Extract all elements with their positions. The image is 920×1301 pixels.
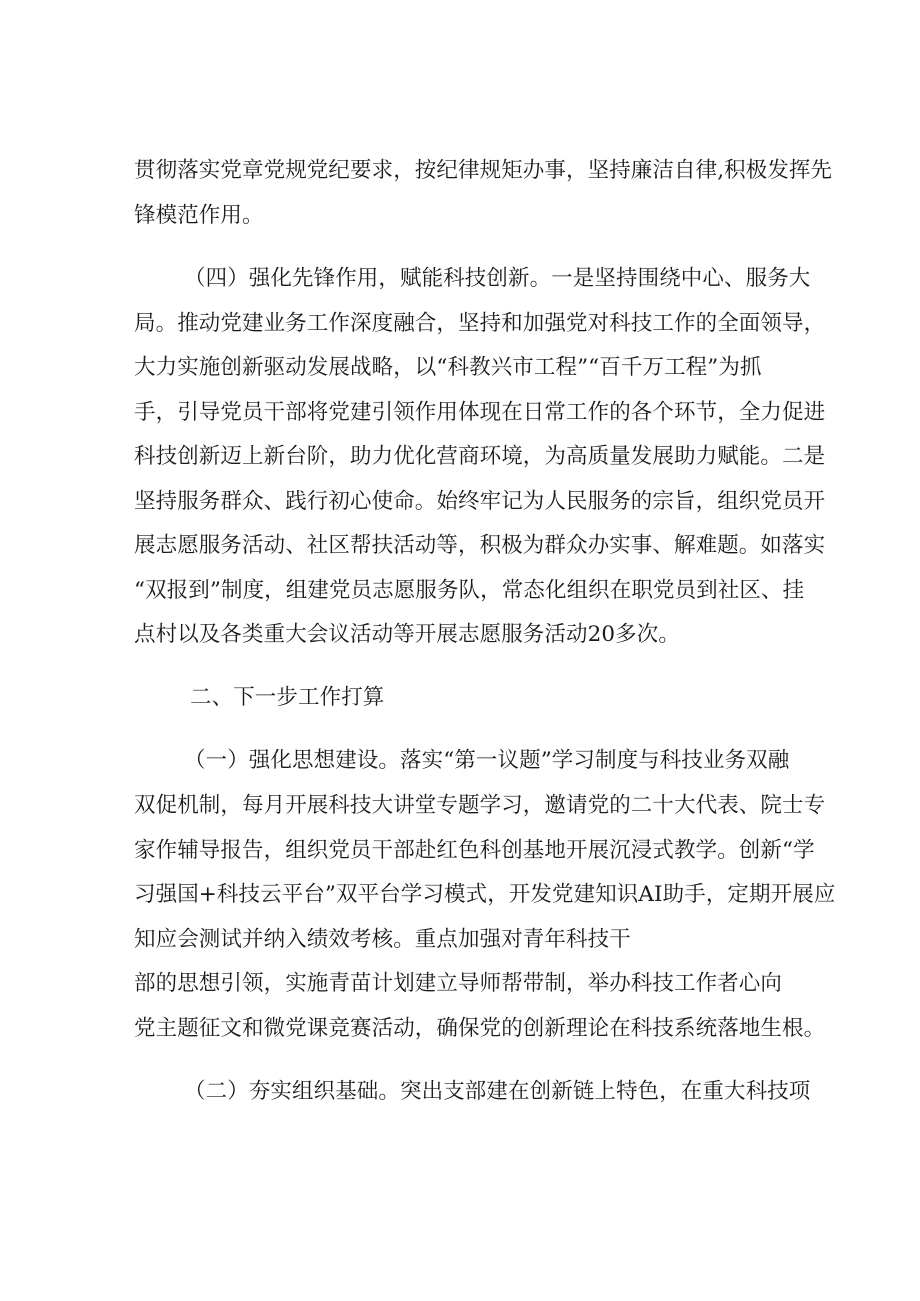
text-line-content: 党主题征文和微党课竞赛活动，确保党的创新理论在科技系统落地生根。 (134, 1016, 826, 1041)
text-line-content: 部的思想引领，实施青苗计划建立导师帮带制，举办科技工作者心向 (134, 971, 783, 996)
section-heading-line (0, 745, 920, 777)
text-line-content: （二）夯实组织基础。突出支部建在创新链上特色，在重大科技项 (184, 1079, 811, 1104)
text-line-content: 知应会测试并纳入绩效考核。重点加强对青年科技干 (134, 927, 631, 952)
text-line (0, 879, 920, 911)
text-line (0, 619, 920, 651)
text-line (0, 968, 920, 1000)
text-line-content: 锋模范作用。 (134, 203, 264, 228)
text-line-content: 贯彻落实党章党规党纪要求，按纪律规矩办事，坚持廉洁自律,积极发挥先 (134, 158, 833, 183)
text-line-content: “双报到”制度，组建党员志愿服务队，常态化组织在职党员到社区、挂 (134, 578, 805, 603)
text-line-content: 局。推动党建业务工作深度融合，坚持和加强党对科技工作的全面领导， (134, 311, 826, 336)
text-line-content: （四）强化先锋作用，赋能科技创新。一是坚持围绕中心、服务大 (184, 266, 811, 291)
text-line-content: （一）强化思想建设。落实“第一议题”学习制度与科技业务双融 (184, 748, 790, 773)
text-line (0, 924, 920, 956)
text-line (0, 486, 920, 518)
section-heading-line (0, 1076, 920, 1108)
section-heading: 二、下一步工作打算 (190, 685, 385, 710)
text-line (0, 441, 920, 473)
text-line-content: 坚持服务群众、践行初心使命。始终牢记为人民服务的宗旨，组织党员开 (134, 489, 826, 514)
text-line (0, 1013, 920, 1045)
text-line-content: 大力实施创新驱动发展战略，以“科教兴市工程”“百千万工程”为抓 (134, 355, 762, 380)
text-line-content: 家作辅导报告，组织党员干部赴红色科创基地开展沉浸式教学。创新“学 (134, 838, 815, 863)
text-line (0, 397, 920, 429)
text-line (0, 308, 920, 340)
text-line (0, 200, 920, 232)
text-line (0, 835, 920, 867)
text-line-content: 科技创新迈上新台阶，助力优化营商环境，为高质量发展助力赋能。二是 (134, 444, 826, 469)
text-line-content: 点村以及各类重大会议活动等开展志愿服务活动20多次。 (134, 622, 680, 647)
text-line (0, 790, 920, 822)
section-heading-line (0, 682, 920, 714)
text-line (0, 352, 920, 384)
text-line-content: 习强国+科技云平台”双平台学习模式，开发党建知识AI助手，定期开展应 (134, 882, 836, 907)
text-line (0, 575, 920, 607)
text-line (0, 155, 920, 187)
text-line-content: 展志愿服务活动、社区帮扶活动等，积极为群众办实事、解难题。如落实 (134, 533, 826, 558)
text-line-content: 双促机制，每月开展科技大讲堂专题学习，邀请党的二十大代表、院士专 (134, 793, 826, 818)
section-heading-line (0, 263, 920, 295)
text-line (0, 530, 920, 562)
text-line-content: 手，引导党员干部将党建引领作用体现在日常工作的各个环节，全力促进 (134, 400, 826, 425)
